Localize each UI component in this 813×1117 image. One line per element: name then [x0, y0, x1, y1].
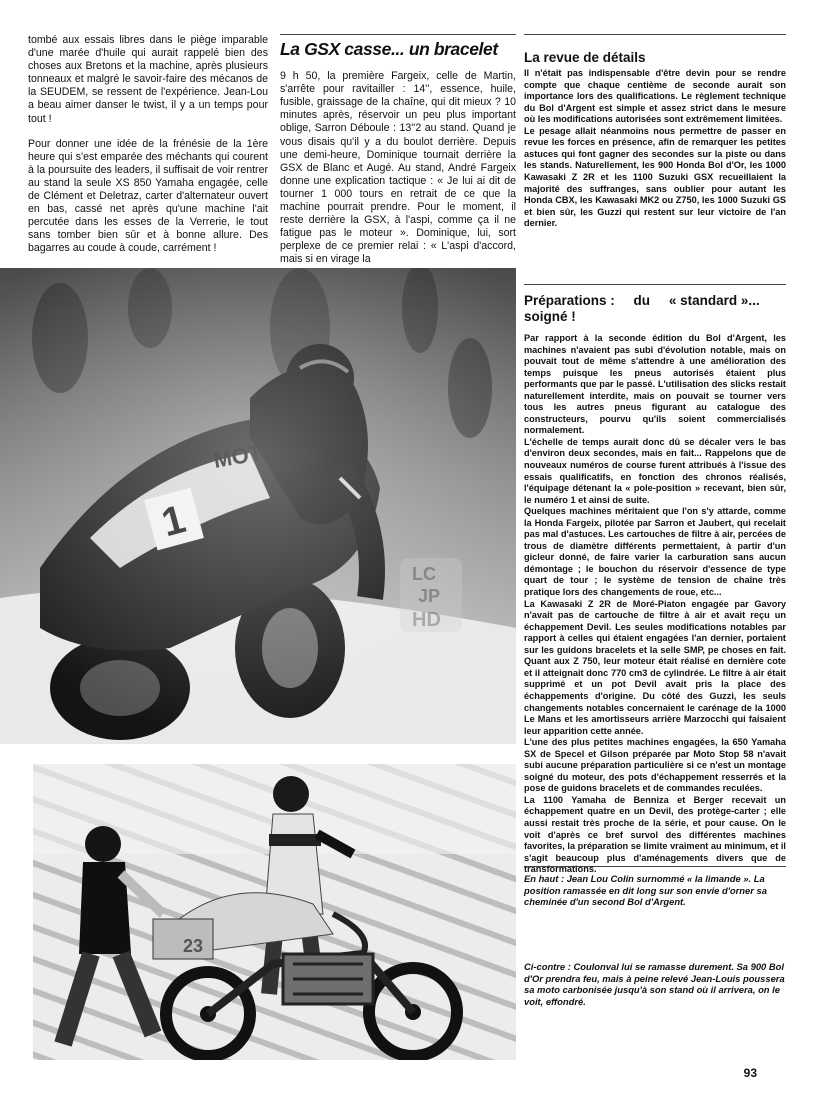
- watermark-line-3: HD: [412, 609, 441, 631]
- watermark-line-1: LC: [412, 564, 436, 584]
- motorcycle-racing-photo: [0, 268, 516, 744]
- lcjphd-watermark: [398, 556, 464, 634]
- page-number: 93: [743, 1066, 757, 1080]
- col1-paragraph-2: Pour donner une idée de la frénésie de la 1ère heure qui s'est emparée des méchants qui courent à la poursuite des leaders, il suffisait de voir rentrer au stand la seule XS 850 Yamaha engagée, celle de Clément et Deletraz, carter d'alternateur ouvert en bas, cassé net après qu'une machine l'ait percutée dans les esses de la Verrerie, le tout sans tomber bien sûr et à bonne allure. Des bagarres au coude à coude, carrément !: [28, 137, 268, 255]
- crashed-motorcycle-photo: [33, 764, 516, 1060]
- column-3: [524, 34, 786, 230]
- col2-paragraph-1: 9 h 50, la première Fargeix, celle de Martin, s'arrête pour ravitailler : 14'', essence, huile, fusible, graissage de la chaîne, qui dit mieux ? 10 minutes après, réservoir un peu plus important oblige, Sarron Déboule : 13''2 au stand. Quand je vous disais qu'il y a du boulot derrière. Depuis une demi-heure, Dominique tournait derrière la GSX de Blanc et Augé. Au stand, André Fargeix donne une explication tactique : « Je lui ai dit de tourner 1 000 tours en retrait de ce que la machine pourrait prendre. Pour le moment, il reste derrière la GSX, à l'aspi, comme ça il ne fatigue pas le moteur ». Dominique, lui, sort perplexe de ce premier relai : « L'aspi d'accord, mais si en virage la: [280, 70, 516, 266]
- crash-photo-illustration: [33, 764, 516, 1060]
- sec2-paragraph-5: L'une des plus petites machines engagées, la 650 Yamaha SX de Specel et Gilson préparée par Moto Stop 58 n'avait subi aucune préparation particulière si ce n'est un montage soigné du moteur, des pots d'échappement resserrés et la pose de guidons bracelets et de commandes reculées.: [524, 737, 786, 794]
- sec2-paragraph-3: Quelques machines méritaient que l'on s'y attarde, comme la Honda Fargeix, pilotée par Sarron et Jaubert, qui recelait pas mal d'astuces. Les cartouches de filtre à air, percées de trous de diamètre différents permettaient, à partir d'un gicleur donné, de faire varier la carburation sans aucun démontage ; le bouchon du réservoir d'essence de type quart de tour ; le système de tension de chaîne très pratique lors des changements de roue, etc...: [524, 506, 786, 598]
- sec2-paragraph-1: Par rapport à la seconde édition du Bol d'Argent, les machines n'avaient pas subi d'évolution notable, mais on pouvait tout de même s'attendre à une amélioration des temps puisque les pneus autorisés étaient plus performants que par le passé. L'utilisation des slicks restait naturellement interdite, mais on pouvait se tourner vers tous les autres pneus figurant au catalogue des constructeurs, pourvu qu'ils soient commercialisés normalement.: [524, 333, 786, 436]
- col1-paragraph-1: tombé aux essais libres dans le piège imparable d'une marée d'huile qui aurait rappelé bien des choses aux Bretons et la machine, après plusieurs tonneaux et malgré le savoir-faire des mécanos de la SEUDEM, se ressent de l'expérience. Jean-Lou a beau aimer danser le twist, il y a un temps pour tout !: [28, 34, 268, 125]
- revue-details-title: La revue de détails: [524, 34, 786, 64]
- sec2-paragraph-4: La Kawasaki Z 2R de Moré-Piaton engagée par Gavory n'avait pas de cartouche de filtre à air et avait reçu un échappement Devil. Les seules modifications notables par rapport à celles qui étaient engagées l'an dernier, portaient sur les guidons bracelets et la selle SMP, pe choses en fait. Quant aux Z 750, leur moteur était réalisé en dernière cote et il atteignait donc 770 cm3 de cylindrée. Le filtre à air était supprimé et un pot Devil avait pris la place des échappements d'origine. Du côté des Guzzi, les seuls changements notables concernaient le carénage de la 1000 Le Mans et les amortisseurs arrière Marzocchi qui faisaient leur apparition cette année.: [524, 598, 786, 736]
- caption-top: En haut : Jean Lou Colin surnommé « la limande ». La position ramassée en dit long sur son envie d'orner sa cheminée d'un second Bol d'Argent.: [524, 866, 786, 908]
- preparations-title-d: soigné !: [524, 309, 576, 324]
- col3-paragraph-1: Il n'était pas indispensable d'être devin pour se rendre compte que chaque centième de seconde aurait son importance lors des qualifications. Le règlement technique du Bol d'Argent est simple et assez strict dans le mesure où les modifications autorisées sont extrêmement limitées.: [524, 68, 786, 125]
- preparations-section: [524, 284, 786, 876]
- sec2-paragraph-6: La 1100 Yamaha de Benniza et Berger recevait un échappement quatre en un Devil, des protège-carter ; elle aussi restait très proche de la série, et pour cause. On le voit d'après ce bref survol des différentes machines favorites, la préparation se limite vraiment au minimum, et il s'agit beaucoup plus d'aménagements divers que de transformations.: [524, 794, 786, 875]
- caption-bottom: Ci-contre : Coulonval lui se ramasse durement. Sa 900 Bol d'Or prendra feu, mais à peine relevé Jean-Louis poussera sa moto carbonisée jusqu'à son stand où il arrivera, on le voit, effondré.: [524, 961, 785, 1007]
- racing-photo-illustration: [0, 268, 516, 744]
- gsx-article-title: La GSX casse... un bracelet: [280, 34, 516, 56]
- preparations-title: [524, 293, 786, 325]
- crash-bike-number: 23: [183, 936, 204, 956]
- preparations-title-a: Préparations :: [524, 293, 615, 308]
- preparations-title-c: « standard »...: [668, 293, 760, 308]
- watermark-line-2: JP: [418, 586, 441, 606]
- preparations-title-b: du: [633, 293, 651, 308]
- col3-paragraph-2: Le pesage allait néanmoins nous permettre de passer en revue les forces en présence, afin de remarquer les petites astuces qui font gagner des secondes sur la piste ou dans les stands. Naturellement, les 900 Honda Bol d'Or, les 1000 Kawasaki Z 2R et les 1100 Suzuki GSX recueillaient la majorité des suffranges, sans oublier pour autant les Honda CBX, les Kawasaki MK2 ou Z750, les 1000 Suzuki GS et bien sûr, les Guzzi qui restent sur leur victoire de l'an dernier.: [524, 125, 786, 229]
- sec2-paragraph-2: L'échelle de temps aurait donc dû se décaler vers le bas d'environ deux secondes, mais en fait... Rappelons que de nouveaux numéros de course furent attribués à l'issue des essais qualificatifs, en fonction des chronos réalisés, l'équipage détenant la « pole-position » recevant, bien sûr, le numéro 1 et ainsi de suite.: [524, 436, 786, 505]
- column-1: [28, 34, 268, 268]
- column-2: [280, 34, 516, 279]
